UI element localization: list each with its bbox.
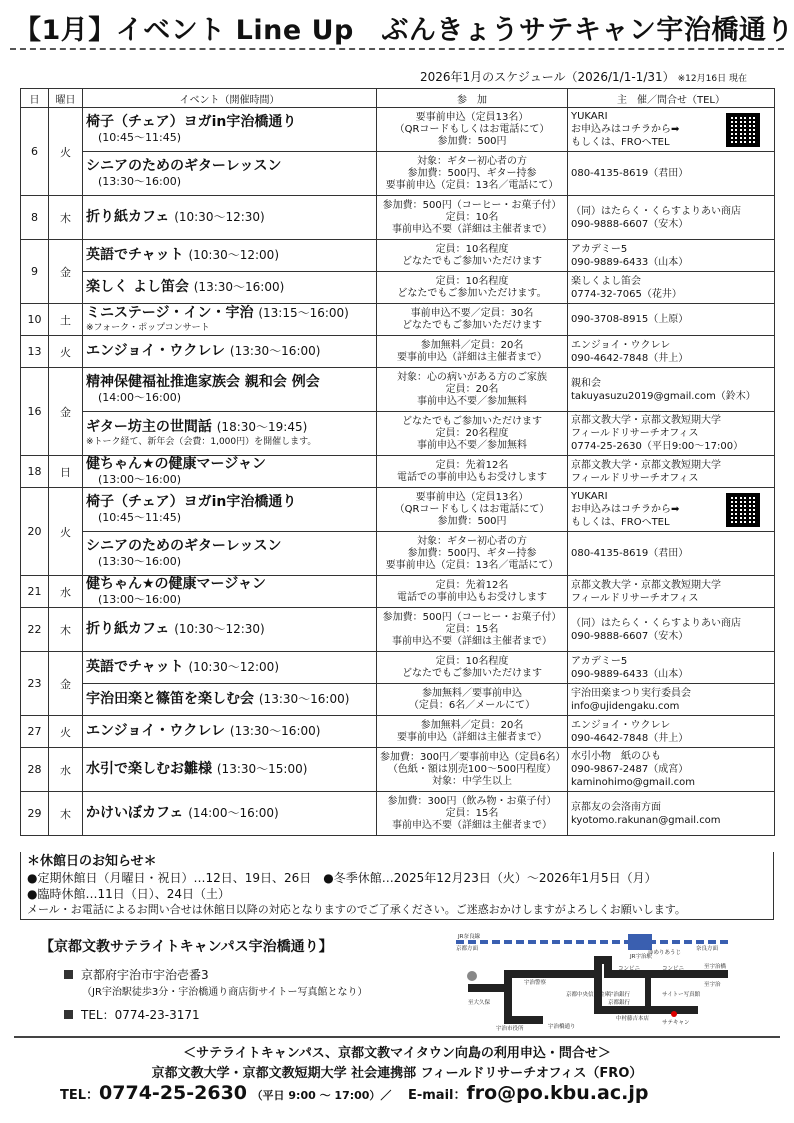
participation-line: 事前申込不要／定員：30名	[410, 307, 534, 319]
participation-line: 電話での事前申込もお受けします	[397, 591, 547, 603]
participation-line: 電話での事前申込もお受けします	[397, 471, 547, 483]
table-row	[21, 532, 775, 576]
campus-address-block	[82, 966, 368, 1024]
header-day: 日	[21, 89, 49, 108]
event-cell	[83, 108, 377, 152]
schedule-caption	[420, 68, 760, 85]
map-label: 中村藤吉本店	[616, 1016, 650, 1022]
event-time: (14:00～16:00)	[188, 806, 279, 820]
event-cell	[83, 792, 377, 836]
map-label: 宇治銀行	[608, 992, 631, 998]
participation-line: 対象：中学生以上	[432, 775, 512, 787]
participation-line: 定員：10名程度	[435, 655, 509, 667]
contact-cell	[568, 792, 775, 836]
contact-line: YUKARI	[571, 111, 608, 122]
participation-line: どなたでもご参加いただけます	[402, 255, 542, 267]
weekday-cell: 金	[49, 240, 83, 304]
weekday-cell: 火	[49, 488, 83, 576]
event-name: 宇治田楽と篠笛を楽しむ会	[86, 691, 254, 707]
event-cell	[83, 456, 377, 488]
table-row	[21, 652, 775, 684]
footer-tel[interactable]: 0774-25-2630	[99, 1082, 248, 1104]
participation-line: 要事前申込（定員13名）	[415, 111, 529, 123]
participation-line: 参加無料／要事前申込	[422, 687, 522, 699]
table-row	[21, 108, 775, 152]
contact-cell	[568, 684, 775, 716]
participation-line: 要事前申込（定員：13名／電話にて）	[385, 559, 559, 571]
participation-line: 事前申込不要／参加無料	[417, 439, 527, 451]
contact-cell	[568, 608, 775, 652]
participation-cell	[377, 108, 568, 152]
participation-line: 事前申込不要／参加無料	[417, 395, 527, 407]
contact-line: （同）はたらく・くらすよりあい商店	[571, 617, 741, 629]
contact-cell	[568, 532, 775, 576]
campus-name: 【京都文教サテライトキャンパス宇治橋通り】	[40, 939, 333, 955]
map-label: サテキャン	[662, 1020, 690, 1026]
closure-line-contact: メール・お電話によるお問い合せは休館日以降の対応となりますのでご了承ください。ご迷惑おかけしますがよろしくお願いします。	[27, 903, 686, 916]
event-time: (14:00～16:00)	[98, 391, 181, 404]
event-cell	[83, 304, 377, 336]
weekday-cell: 木	[49, 196, 83, 240]
campus-tel: TEL：0774-23-3171	[81, 1008, 200, 1022]
event-cell	[83, 652, 377, 684]
participation-line: 参加費：500円	[437, 515, 507, 527]
table-row	[21, 152, 775, 196]
event-name: 健ちゃん★の健康マージャン	[86, 576, 266, 592]
map-label: 至宇治橋	[704, 964, 727, 970]
header-event: イベント（開催時間）	[83, 89, 377, 108]
contact-cell	[568, 196, 775, 240]
closure-notice	[20, 852, 774, 920]
participation-cell	[377, 456, 568, 488]
closure-line-regular: ●定期休館日（月曜日・祝日）…12日、19日、26日 ●冬季休館…2025年12月23日（火）～2026年1月5日（月）	[27, 871, 657, 885]
contact-line: 0774-32-7065（花井）	[571, 288, 682, 300]
closure-line-temporary: ●臨時休館…11日（日）、24日（土）	[27, 887, 231, 901]
participation-cell	[377, 368, 568, 412]
event-name: 水引で楽しむお雛様	[86, 761, 212, 777]
contact-line: takuyasuzu2019@gmail.com（鈴木）	[571, 390, 756, 402]
participation-cell	[377, 652, 568, 684]
day-cell: 9	[21, 240, 49, 304]
event-name: 精神保健福祉推進家族会 親和会 例会	[86, 374, 320, 390]
day-cell: 21	[21, 576, 49, 608]
map-label: 至大久保	[468, 1000, 491, 1006]
event-name: 英語でチャット	[86, 659, 184, 675]
participation-cell	[377, 336, 568, 368]
participation-cell	[377, 152, 568, 196]
contact-cell	[568, 368, 775, 412]
table-row	[21, 608, 775, 652]
contact-line: info@ujidengaku.com	[571, 700, 680, 712]
bullet-square-icon	[64, 1010, 73, 1019]
day-cell: 16	[21, 368, 49, 456]
participation-cell	[377, 488, 568, 532]
weekday-cell: 火	[49, 108, 83, 196]
contact-line: 水引小物 紙のひも	[571, 751, 661, 762]
footer-contact	[60, 1082, 780, 1104]
participation-line: 事前申込不要（詳細は主催者まで）	[392, 635, 552, 647]
day-cell: 6	[21, 108, 49, 196]
header-contact: 主 催／問合せ（TEL）	[568, 89, 775, 108]
event-name: 楽しく よし笛会	[86, 279, 189, 295]
event-cell	[83, 412, 377, 456]
participation-line: 定員：15名	[445, 807, 499, 819]
day-cell: 10	[21, 304, 49, 336]
map-label: ゆめりあうじ	[648, 950, 682, 956]
map-label: 京都中央信用金庫	[566, 992, 611, 998]
map-label: 宇治警察	[524, 980, 547, 986]
contact-cell	[568, 304, 775, 336]
contact-line: 京都文教大学・京都文教短期大学	[571, 459, 721, 471]
day-cell: 23	[21, 652, 49, 716]
event-time: (13:30～16:00)	[98, 175, 181, 188]
event-time: (13:30～16:00)	[193, 280, 285, 294]
event-time: (10:45～11:45)	[98, 511, 181, 524]
event-cell	[83, 488, 377, 532]
table-row	[21, 368, 775, 412]
event-name: 折り紙カフェ	[86, 621, 170, 637]
table-row	[21, 684, 775, 716]
event-cell	[83, 576, 377, 608]
page-title: 【1月】イベント Line Up ぶんきょうサテキャン宇治橋通り	[14, 15, 794, 46]
satecamp-marker-icon	[671, 1011, 677, 1017]
participation-line: （色紙・額は別売100～500円程度）	[387, 763, 557, 775]
event-cell	[83, 748, 377, 792]
contact-line: 090-3708-8915（上原）	[571, 314, 689, 325]
participation-cell	[377, 608, 568, 652]
event-cell	[83, 532, 377, 576]
participation-line: 事前申込不要（詳細は主催者まで）	[392, 223, 552, 235]
day-cell: 18	[21, 456, 49, 488]
day-cell: 8	[21, 196, 49, 240]
title-divider	[10, 48, 784, 50]
weekday-cell: 金	[49, 368, 83, 456]
contact-line: 京都文教大学・京都文教短期大学	[571, 415, 721, 426]
participation-line: 要事前申込（詳細は主催者まで）	[397, 351, 547, 363]
event-name: エンジョイ・ウクレレ	[86, 343, 226, 359]
participation-cell	[377, 532, 568, 576]
participation-line: 定員：20名	[445, 383, 499, 395]
contact-line: 080-4135-8619（君田）	[571, 168, 689, 179]
participation-line: 参加費：300円（飲み物・お菓子付）	[387, 795, 557, 807]
contact-line: 楽しくよし笛会	[571, 275, 641, 287]
table-row	[21, 336, 775, 368]
event-name: シニアのためのギターレッスン	[86, 538, 282, 554]
participation-line: 参加無料／定員：20名	[420, 719, 524, 731]
event-cell	[83, 716, 377, 748]
contact-cell	[568, 748, 775, 792]
participation-line: 対象：心の病いがある方のご家族	[397, 371, 547, 383]
event-time: (10:30～12:30)	[174, 210, 265, 224]
contact-line: 親和会	[571, 377, 601, 389]
contact-cell	[568, 488, 775, 532]
jr-uji-station-icon	[628, 934, 652, 950]
contact-line: 090-9888-6607（安木）	[571, 630, 689, 642]
footer-line2: 京都文教大学・京都文教短期大学 社会連携部 フィールドリサーチオフィス（FRO）	[151, 1066, 643, 1081]
contact-line: 京都文教大学・京都文教短期大学	[571, 579, 721, 591]
participation-line: どなたでもご参加いただけます	[402, 319, 542, 331]
participation-cell	[377, 196, 568, 240]
participation-line: 定員：10名	[445, 211, 499, 223]
participation-line: 要事前申込（定員：13名／電話にて）	[385, 179, 559, 191]
contact-line: エンジョイ・ウクレレ	[571, 719, 671, 731]
participation-line: 事前申込不要（詳細は主催者まで）	[392, 819, 552, 831]
contact-cell	[568, 652, 775, 684]
weekday-cell: 土	[49, 304, 83, 336]
contact-cell	[568, 412, 775, 456]
contact-line: 京都友の会洛南方面	[571, 801, 661, 813]
event-name: シニアのためのギターレッスン	[86, 158, 282, 174]
day-cell: 29	[21, 792, 49, 836]
contact-line: フィールドリサーチオフィス	[571, 472, 699, 484]
contact-cell	[568, 152, 775, 196]
contact-line: 090-4642-7848（井上）	[571, 352, 689, 364]
day-cell: 13	[21, 336, 49, 368]
contact-line: 090-9889-6433（山本）	[571, 668, 689, 680]
map-label: JR奈良線	[458, 934, 480, 940]
table-row	[21, 748, 775, 792]
event-name: 椅子（チェア）ヨガin宇治橋通り	[86, 114, 297, 130]
footer-divider	[14, 1036, 780, 1038]
contact-line: kaminohimo@gmail.com	[571, 777, 696, 788]
event-name: 椅子（チェア）ヨガin宇治橋通り	[86, 494, 297, 510]
participation-line: どなたでもご参加いただけます	[402, 415, 542, 427]
closure-heading: ＊休館日のお知らせ＊	[27, 854, 157, 869]
table-row	[21, 240, 775, 272]
event-time: (10:30～12:00)	[188, 660, 279, 674]
event-name: かけいぼカフェ	[86, 805, 184, 821]
participation-line: 定員：15名	[445, 623, 499, 635]
schedule-note: ※12月16日 現在	[677, 74, 747, 84]
table-row	[21, 576, 775, 608]
header-weekday: 曜日	[49, 89, 83, 108]
participation-line: 対象：ギター初心者の方	[417, 155, 527, 167]
participation-line: 参加費：500円、ギター持参	[407, 547, 537, 559]
event-cell	[83, 368, 377, 412]
event-time: (13:00～16:00)	[98, 473, 181, 486]
table-row	[21, 272, 775, 304]
map-label: JR宇治駅	[630, 954, 652, 960]
schedule-caption-text: 2026年1月のスケジュール（2026/1/1-1/31）	[420, 70, 675, 84]
participation-line: 定員：10名程度	[435, 243, 509, 255]
participation-line: （QRコードもしくはお電話にて）	[394, 123, 550, 135]
event-name: 折り紙カフェ	[86, 209, 170, 225]
participation-line: 参加費：500円（コーヒー・お菓子付）	[382, 611, 562, 623]
event-time: (13:15～16:00)	[258, 306, 349, 320]
event-name: エンジョイ・ウクレレ	[86, 723, 226, 739]
event-time: (13:30～15:00)	[216, 762, 308, 776]
event-name: 英語でチャット	[86, 247, 184, 263]
event-cell	[83, 608, 377, 652]
contact-cell	[568, 716, 775, 748]
road-uji	[508, 988, 543, 1020]
event-time: (13:30～16:00)	[229, 344, 321, 358]
event-cell	[83, 684, 377, 716]
map-label: 京都方面	[456, 946, 479, 952]
event-cell	[83, 336, 377, 368]
event-note: ※トーク経て、新年会（会費：1,000円）を開催します。	[86, 437, 317, 447]
day-cell: 22	[21, 608, 49, 652]
contact-line: もしくは、FROへTEL	[571, 517, 670, 528]
weekday-cell: 木	[49, 792, 83, 836]
campus-address: 京都府宇治市宇治壱番3	[81, 968, 209, 982]
contact-cell	[568, 336, 775, 368]
map-label: 宇治橋通り	[548, 1024, 576, 1030]
contact-cell	[568, 272, 775, 304]
weekday-cell: 火	[49, 336, 83, 368]
participation-cell	[377, 412, 568, 456]
footer-email-label: E-mail：	[407, 1088, 467, 1103]
contact-line: 宇治田楽まつり実行委員会	[571, 687, 691, 699]
contact-cell	[568, 108, 775, 152]
weekday-cell: 水	[49, 576, 83, 608]
table-row	[21, 456, 775, 488]
map-label: 宇治市役所	[496, 1026, 524, 1032]
contact-line: フィールドリサーチオフィス	[571, 592, 699, 604]
contact-line: YUKARI	[571, 491, 608, 502]
contact-line: エンジョイ・ウクレレ	[571, 339, 671, 351]
header-participation: 参 加	[377, 89, 568, 108]
contact-line: 090-9867-2487（成宮）	[571, 764, 689, 775]
participation-line: 参加費：500円	[437, 135, 507, 147]
contact-cell	[568, 456, 775, 488]
table-header-row	[21, 89, 775, 108]
contact-line: （同）はたらく・くらすよりあい商店	[571, 205, 741, 217]
compass-icon	[467, 971, 477, 981]
participation-line: 要事前申込（詳細は主催者まで）	[397, 731, 547, 743]
participation-line: 参加費：500円（コーヒー・お菓子付）	[382, 199, 562, 211]
footer-hours: （平日 9:00 ～ 17:00）／	[251, 1089, 392, 1102]
map-label: 至宇治	[704, 982, 721, 988]
day-cell: 27	[21, 716, 49, 748]
table-row	[21, 792, 775, 836]
contact-line: フィールドリサーチオフィス	[571, 428, 699, 439]
participation-line: どなたでもご参加いただけます	[402, 667, 542, 679]
map-label: コンビニ	[618, 966, 641, 972]
event-name: ミニステージ・イン・宇治	[86, 305, 254, 321]
participation-line: 対象：ギター初心者の方	[417, 535, 527, 547]
participation-cell	[377, 716, 568, 748]
participation-line: 定員：先着12名	[435, 459, 509, 471]
table-row	[21, 304, 775, 336]
contact-line: 0774-25-2630（平日9:00～17:00）	[571, 441, 744, 452]
event-time: (13:30～16:00)	[258, 692, 350, 706]
day-cell: 28	[21, 748, 49, 792]
contact-line: 090-4642-7848（井上）	[571, 732, 689, 744]
campus-address-note: （JR宇治駅徒歩3分・宇治橋通り商店街サイトー写真館となり）	[82, 987, 368, 998]
participation-line: （定員：6名／メールにて）	[408, 699, 536, 711]
contact-cell	[568, 240, 775, 272]
participation-line: どなたでもご参加いただけます。	[397, 287, 547, 299]
qr-code-icon[interactable]	[726, 113, 760, 147]
event-cell	[83, 196, 377, 240]
bullet-square-icon	[64, 970, 73, 979]
contact-cell	[568, 576, 775, 608]
qr-code-icon[interactable]	[726, 493, 760, 527]
contact-line: もしくは、FROへTEL	[571, 137, 670, 148]
weekday-cell: 火	[49, 716, 83, 748]
event-time: (18:30～19:45)	[216, 420, 308, 434]
event-cell	[83, 272, 377, 304]
participation-cell	[377, 684, 568, 716]
participation-line: 参加費：300円／要事前申込（定員6名）	[380, 751, 566, 763]
weekday-cell: 水	[49, 748, 83, 792]
event-table	[20, 88, 775, 836]
event-cell	[83, 240, 377, 272]
event-time: (10:30～12:00)	[188, 248, 279, 262]
participation-line: 定員：20名程度	[435, 427, 509, 439]
participation-cell	[377, 304, 568, 336]
event-time: (13:30～16:00)	[229, 724, 321, 738]
access-map	[448, 930, 736, 1034]
table-row	[21, 488, 775, 532]
participation-line: 定員：10名程度	[435, 275, 509, 287]
day-cell: 20	[21, 488, 49, 576]
table-row	[21, 412, 775, 456]
table-row	[21, 196, 775, 240]
participation-line: （QRコードもしくはお電話にて）	[394, 503, 550, 515]
participation-cell	[377, 240, 568, 272]
map-label: 奈良方面	[696, 946, 719, 952]
contact-line: アカデミー5	[571, 655, 628, 667]
event-time: (10:45～11:45)	[98, 131, 181, 144]
event-time: (10:30～12:30)	[174, 622, 265, 636]
contact-line: アカデミー5	[571, 243, 628, 255]
map-label: 京都銀行	[608, 1000, 631, 1006]
map-label: コンビニ	[662, 966, 685, 972]
contact-line: 090-9889-6433（山本）	[571, 256, 689, 268]
event-cell	[83, 152, 377, 196]
event-name: ギター坊主の世間話	[86, 419, 212, 435]
participation-cell	[377, 748, 568, 792]
contact-line: kyotomo.rakunan@gmail.com	[571, 814, 721, 826]
footer-tel-label: TEL：	[60, 1088, 100, 1103]
contact-line: 090-9888-6607（安木）	[571, 218, 689, 230]
contact-line: お申込みはコチラから➡	[571, 124, 680, 135]
map-label: サイトー写真館	[662, 992, 701, 998]
participation-cell	[377, 576, 568, 608]
event-time: (13:30～16:00)	[98, 555, 181, 568]
participation-line: 参加費：500円、ギター持参	[407, 167, 537, 179]
participation-line: 定員：先着12名	[435, 579, 509, 591]
event-time: (13:00～16:00)	[98, 593, 181, 606]
table-row	[21, 716, 775, 748]
participation-line: 参加無料／定員：20名	[420, 339, 524, 351]
event-note: ※フォーク・ポップコンサート	[86, 323, 210, 333]
event-name: 健ちゃん★の健康マージャン	[86, 456, 266, 472]
weekday-cell: 木	[49, 608, 83, 652]
participation-line: 要事前申込（定員13名）	[415, 491, 529, 503]
footer-email[interactable]: fro@po.kbu.ac.jp	[466, 1082, 649, 1104]
weekday-cell: 日	[49, 456, 83, 488]
footer-line1: ＜サテライトキャンパス、京都文教マイタウン向島の利用申込・問合せ＞	[183, 1046, 611, 1061]
participation-cell	[377, 272, 568, 304]
weekday-cell: 金	[49, 652, 83, 716]
contact-line: お申込みはコチラから➡	[571, 504, 680, 515]
contact-line: 080-4135-8619（君田）	[571, 548, 689, 559]
participation-cell	[377, 792, 568, 836]
